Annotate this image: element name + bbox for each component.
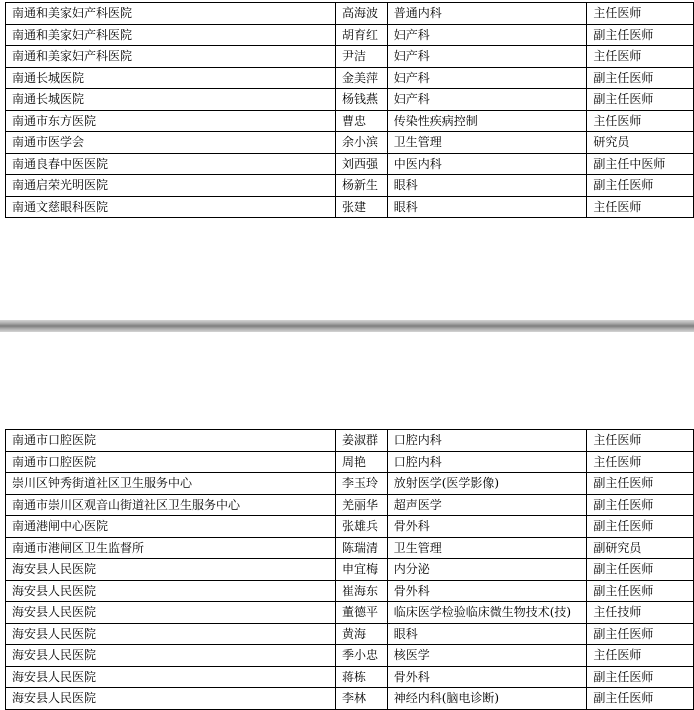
name-cell: 姜淑群 — [336, 430, 388, 452]
name-cell: 李玉玲 — [336, 473, 388, 495]
hospital-cell: 南通文慈眼科医院 — [6, 196, 336, 218]
title-cell: 研究员 — [587, 132, 694, 154]
specialty-cell: 骨外科 — [387, 580, 587, 602]
title-cell: 副主任医师 — [587, 559, 694, 581]
specialty-cell: 眼科 — [387, 623, 587, 645]
title-cell: 副主任医师 — [587, 67, 694, 89]
name-cell: 曹忠 — [336, 110, 388, 132]
name-cell: 羌丽华 — [336, 494, 388, 516]
hospital-cell: 海安县人民医院 — [6, 602, 336, 624]
hospital-cell: 南通和美家妇产科医院 — [6, 46, 336, 68]
specialty-cell: 口腔内科 — [387, 451, 587, 473]
hospital-cell: 南通启荣光明医院 — [6, 175, 336, 197]
table-row — [6, 473, 694, 495]
specialty-cell: 神经内科(脑电诊断) — [387, 688, 587, 710]
title-cell: 副主任医师 — [587, 688, 694, 710]
specialty-cell: 卫生管理 — [387, 537, 587, 559]
hospital-cell: 崇川区钟秀街道社区卫生服务中心 — [6, 473, 336, 495]
name-cell: 崔海东 — [336, 580, 388, 602]
name-cell: 金美萍 — [336, 67, 388, 89]
table-row — [6, 516, 694, 538]
hospital-cell: 南通市口腔医院 — [6, 430, 336, 452]
title-cell: 主任医师 — [587, 46, 694, 68]
hospital-cell: 海安县人民医院 — [6, 688, 336, 710]
specialty-cell: 临床医学检验临床微生物技术(技) — [387, 602, 587, 624]
name-cell: 周艳 — [336, 451, 388, 473]
title-cell: 主任医师 — [587, 3, 694, 25]
specialty-cell: 放射医学(医学影像) — [387, 473, 587, 495]
title-cell: 副主任医师 — [587, 516, 694, 538]
name-cell: 杨钱燕 — [336, 89, 388, 111]
specialty-cell: 骨外科 — [387, 516, 587, 538]
specialty-cell: 眼科 — [387, 175, 587, 197]
table-row — [6, 580, 694, 602]
table-row — [6, 537, 694, 559]
name-cell: 董德平 — [336, 602, 388, 624]
specialty-cell: 妇产科 — [387, 24, 587, 46]
title-cell: 主任医师 — [587, 196, 694, 218]
hospital-cell: 南通长城医院 — [6, 89, 336, 111]
title-cell: 主任医师 — [587, 110, 694, 132]
title-cell: 副主任医师 — [587, 89, 694, 111]
name-cell: 季小忠 — [336, 645, 388, 667]
specialty-cell: 眼科 — [387, 196, 587, 218]
page-table-top — [5, 2, 694, 218]
title-cell: 主任医师 — [587, 430, 694, 452]
table-row — [6, 602, 694, 624]
hospital-cell: 南通长城医院 — [6, 67, 336, 89]
table-row — [6, 666, 694, 688]
specialty-cell: 妇产科 — [387, 46, 587, 68]
hospital-cell: 南通市港闸区卫生监督所 — [6, 537, 336, 559]
table-row — [6, 24, 694, 46]
table-row — [6, 153, 694, 175]
specialty-cell: 妇产科 — [387, 67, 587, 89]
name-cell: 高海波 — [336, 3, 388, 25]
table-row — [6, 451, 694, 473]
hospital-cell: 南通和美家妇产科医院 — [6, 3, 336, 25]
hospital-cell: 南通港闸中心医院 — [6, 516, 336, 538]
name-cell: 陈瑞清 — [336, 537, 388, 559]
name-cell: 余小滨 — [336, 132, 388, 154]
name-cell: 尹洁 — [336, 46, 388, 68]
table-row — [6, 175, 694, 197]
specialty-cell: 普通内科 — [387, 3, 587, 25]
table-row — [6, 67, 694, 89]
hospital-cell: 南通市崇川区观音山街道社区卫生服务中心 — [6, 494, 336, 516]
page-separator — [0, 320, 694, 332]
hospital-cell: 海安县人民医院 — [6, 645, 336, 667]
title-cell: 主任医师 — [587, 451, 694, 473]
title-cell: 副主任医师 — [587, 473, 694, 495]
specialty-cell: 核医学 — [387, 645, 587, 667]
specialty-cell: 内分泌 — [387, 559, 587, 581]
title-cell: 副主任医师 — [587, 623, 694, 645]
table-row — [6, 196, 694, 218]
name-cell: 张建 — [336, 196, 388, 218]
page-table-bottom — [5, 429, 694, 710]
table-row — [6, 132, 694, 154]
specialty-cell: 骨外科 — [387, 666, 587, 688]
table-row — [6, 494, 694, 516]
hospital-cell: 海安县人民医院 — [6, 623, 336, 645]
title-cell: 主任技师 — [587, 602, 694, 624]
specialty-cell: 口腔内科 — [387, 430, 587, 452]
title-cell: 主任医师 — [587, 645, 694, 667]
table-row — [6, 559, 694, 581]
table-row — [6, 3, 694, 25]
title-cell: 副主任医师 — [587, 175, 694, 197]
name-cell: 刘西强 — [336, 153, 388, 175]
hospital-cell: 南通和美家妇产科医院 — [6, 24, 336, 46]
name-cell: 申宜梅 — [336, 559, 388, 581]
specialty-cell: 卫生管理 — [387, 132, 587, 154]
name-cell: 黄海 — [336, 623, 388, 645]
table-row — [6, 688, 694, 710]
hospital-cell: 海安县人民医院 — [6, 666, 336, 688]
specialty-cell: 超声医学 — [387, 494, 587, 516]
table-row — [6, 623, 694, 645]
table-row — [6, 645, 694, 667]
table-row — [6, 89, 694, 111]
table-row — [6, 430, 694, 452]
table-row — [6, 46, 694, 68]
title-cell: 副主任医师 — [587, 494, 694, 516]
title-cell: 副主任中医师 — [587, 153, 694, 175]
title-cell: 副主任医师 — [587, 666, 694, 688]
title-cell: 副主任医师 — [587, 24, 694, 46]
hospital-cell: 南通良春中医医院 — [6, 153, 336, 175]
specialty-cell: 传染性疾病控制 — [387, 110, 587, 132]
table-row — [6, 110, 694, 132]
name-cell: 杨新生 — [336, 175, 388, 197]
hospital-cell: 南通市医学会 — [6, 132, 336, 154]
hospital-cell: 南通市口腔医院 — [6, 451, 336, 473]
name-cell: 蒋栋 — [336, 666, 388, 688]
hospital-cell: 海安县人民医院 — [6, 559, 336, 581]
hospital-cell: 南通市东方医院 — [6, 110, 336, 132]
name-cell: 张雄兵 — [336, 516, 388, 538]
title-cell: 副研究员 — [587, 537, 694, 559]
name-cell: 胡育红 — [336, 24, 388, 46]
hospital-cell: 海安县人民医院 — [6, 580, 336, 602]
specialty-cell: 中医内科 — [387, 153, 587, 175]
name-cell: 李林 — [336, 688, 388, 710]
title-cell: 副主任医师 — [587, 580, 694, 602]
specialty-cell: 妇产科 — [387, 89, 587, 111]
